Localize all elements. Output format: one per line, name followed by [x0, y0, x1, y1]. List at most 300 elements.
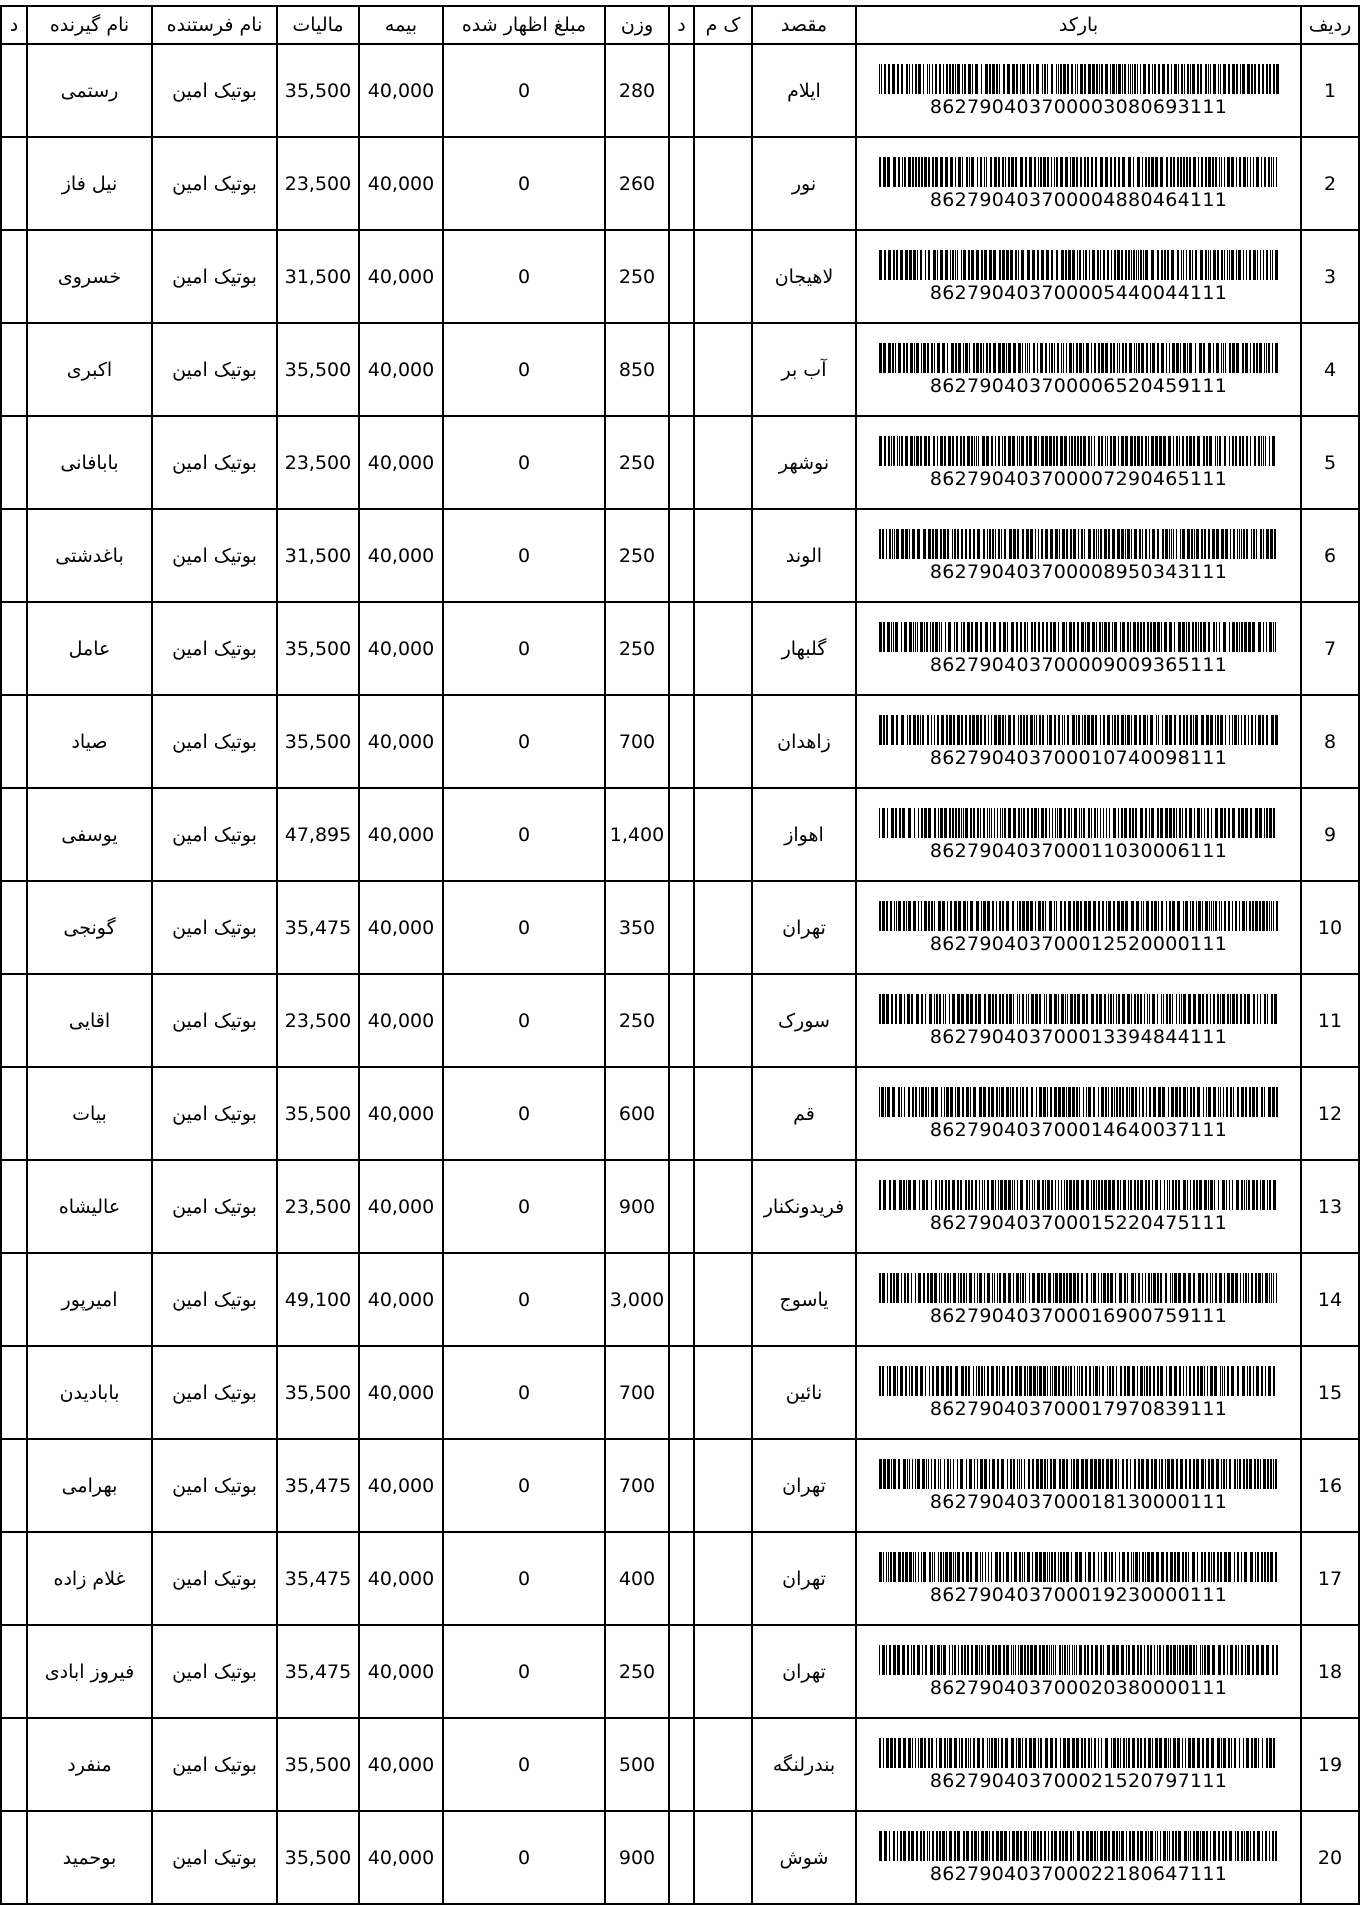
- declared-amount-cell: 0: [443, 1625, 605, 1718]
- barcode-bar: [987, 1273, 990, 1303]
- barcode-bar: [1214, 1180, 1215, 1210]
- barcode-bar: [1151, 901, 1153, 931]
- barcode-bar: [961, 808, 962, 838]
- barcode-bar: [1024, 1459, 1025, 1489]
- barcode-bar: [1212, 157, 1214, 187]
- barcode-bar: [985, 622, 988, 652]
- col-header-declared-amount: مبلغ اظهار شده: [443, 6, 605, 44]
- barcode-bar: [1116, 1087, 1118, 1117]
- barcode-bar: [1066, 1273, 1068, 1303]
- barcode-graphic: [879, 250, 1279, 280]
- barcode-bar: [961, 529, 963, 559]
- barcode-bar: [1003, 622, 1006, 652]
- sender-cell: بوتیک امین: [152, 416, 277, 509]
- barcode-bar: [949, 994, 950, 1024]
- barcode-bar: [977, 529, 980, 559]
- barcode-bar: [889, 1831, 890, 1861]
- barcode-bar: [1111, 1552, 1113, 1582]
- barcode-bar: [1209, 436, 1212, 466]
- barcode-bar: [992, 1459, 995, 1489]
- barcode-bar: [1243, 529, 1245, 559]
- barcode-bar: [913, 622, 914, 652]
- barcode-bar: [1140, 64, 1141, 94]
- barcode-bar: [1098, 1273, 1099, 1303]
- barcode-bar: [965, 343, 968, 373]
- receiver-cell: نیل فاز: [27, 137, 152, 230]
- barcode-bar: [1157, 1831, 1158, 1861]
- barcode-bar: [1258, 1273, 1261, 1303]
- barcode-bar: [1176, 1459, 1178, 1489]
- barcode-bar: [884, 1831, 887, 1861]
- barcode-bar: [1206, 1087, 1207, 1117]
- barcode-bar: [1079, 1552, 1082, 1582]
- barcode-bar: [924, 808, 927, 838]
- barcode-bar: [979, 1087, 982, 1117]
- barcode-bar: [1100, 157, 1103, 187]
- barcode-bar: [1013, 808, 1016, 838]
- km-cell: [694, 1160, 752, 1253]
- barcode-bar: [879, 901, 881, 931]
- barcode-bar: [1269, 808, 1272, 838]
- barcode-bar: [1038, 529, 1039, 559]
- barcode-bar: [1116, 64, 1117, 94]
- barcode-bar: [950, 901, 952, 931]
- declared-amount-cell: 0: [443, 1253, 605, 1346]
- barcode-bar: [1077, 994, 1080, 1024]
- barcode-bar: [899, 1180, 902, 1210]
- barcode-bar: [1161, 343, 1164, 373]
- barcode-bar: [1126, 1738, 1127, 1768]
- barcode-bar: [1215, 901, 1217, 931]
- barcode-bar: [899, 808, 901, 838]
- barcode-bar: [1138, 343, 1140, 373]
- barcode-bar: [1050, 1087, 1052, 1117]
- barcode-bar: [1161, 994, 1162, 1024]
- barcode-bar: [1072, 157, 1075, 187]
- destination-cell: تهران: [752, 1439, 856, 1532]
- weight-cell: 700: [605, 1439, 669, 1532]
- barcode-bar: [1098, 1552, 1099, 1582]
- barcode-bar: [1027, 343, 1028, 373]
- barcode-bar: [967, 436, 970, 466]
- barcode-bar: [1197, 64, 1199, 94]
- barcode-bar: [1012, 64, 1015, 94]
- barcode-bar: [941, 1087, 942, 1117]
- barcode-bar: [1035, 994, 1038, 1024]
- barcode-bar: [912, 1087, 914, 1117]
- receiver-cell: بوحمید: [27, 1811, 152, 1904]
- barcode-bar: [1121, 529, 1124, 559]
- barcode-bar: [1231, 157, 1234, 187]
- barcode-bar: [944, 1087, 945, 1117]
- barcode-bar: [948, 436, 951, 466]
- barcode-bar: [1088, 1087, 1091, 1117]
- barcode-bar: [960, 436, 962, 466]
- barcode-bar: [1096, 1180, 1097, 1210]
- barcode-bar: [1011, 157, 1014, 187]
- barcode-bar: [1047, 1180, 1050, 1210]
- barcode-bar: [1031, 994, 1034, 1024]
- barcode-bar: [1080, 901, 1082, 931]
- barcode-bar: [1255, 1273, 1257, 1303]
- tax-cell: 31,500: [277, 509, 359, 602]
- barcode-bar: [1169, 994, 1171, 1024]
- barcode-bar: [1003, 64, 1005, 94]
- barcode-bar: [883, 1180, 886, 1210]
- barcode-bar: [983, 901, 986, 931]
- barcode-bar: [1094, 1459, 1097, 1489]
- barcode-bar: [942, 1831, 945, 1861]
- barcode-bar: [1257, 1552, 1259, 1582]
- barcode-bar: [1251, 1738, 1253, 1768]
- barcode-bar: [1142, 1552, 1144, 1582]
- barcode-bar: [954, 901, 957, 931]
- barcode-bar: [1122, 64, 1123, 94]
- barcode-bar: [1079, 808, 1080, 838]
- destination-cell: الوند: [752, 509, 856, 602]
- barcode-cell: [856, 881, 1301, 974]
- barcode-bar: [1089, 1366, 1091, 1396]
- barcode-bar: [893, 1831, 895, 1861]
- barcode-bar: [1091, 1738, 1092, 1768]
- barcode-bar: [1169, 622, 1172, 652]
- barcode-bar: [991, 436, 993, 466]
- barcode-bar: [928, 157, 930, 187]
- barcode-bar: [927, 64, 928, 94]
- barcode-bar: [1017, 529, 1019, 559]
- barcode-bar: [893, 250, 895, 280]
- barcode-bar: [910, 436, 913, 466]
- barcode-bar: [1270, 1552, 1273, 1582]
- barcode-bar: [1131, 715, 1132, 745]
- barcode-cell: [856, 1160, 1301, 1253]
- barcode-bar: [1071, 1552, 1072, 1582]
- barcode-bar: [916, 994, 919, 1024]
- barcode-bar: [1202, 1831, 1205, 1861]
- barcode-bar: [1164, 622, 1167, 652]
- barcode-bar: [1017, 1459, 1018, 1489]
- barcode-bar: [912, 529, 915, 559]
- tax-cell: 23,500: [277, 1160, 359, 1253]
- barcode-bar: [949, 1831, 952, 1861]
- barcode-bar: [1126, 1831, 1127, 1861]
- barcode-bar: [947, 1459, 949, 1489]
- barcode-bar: [902, 1552, 904, 1582]
- barcode-bar: [965, 808, 968, 838]
- barcode-bar: [883, 343, 886, 373]
- barcode-bar: [1168, 1087, 1169, 1117]
- barcode-bar: [1142, 1273, 1143, 1303]
- barcode-bar: [1134, 64, 1136, 94]
- barcode-bar: [955, 1087, 956, 1117]
- barcode-bar: [1261, 1552, 1263, 1582]
- barcode-bar: [1174, 622, 1175, 652]
- barcode-bar: [886, 715, 888, 745]
- barcode-bar: [1014, 1552, 1017, 1582]
- barcode-bar: [1257, 250, 1258, 280]
- barcode-bar: [981, 1831, 984, 1861]
- tax-cell: 35,475: [277, 1532, 359, 1625]
- barcode-bar: [915, 1366, 918, 1396]
- barcode-bar: [1225, 529, 1228, 559]
- barcode-bar: [1002, 994, 1004, 1024]
- barcode-bar: [934, 901, 935, 931]
- barcode-bar: [1135, 808, 1137, 838]
- barcode-bar: [1038, 901, 1041, 931]
- barcode-bar: [1257, 994, 1258, 1024]
- barcode-bar: [994, 1738, 997, 1768]
- barcode-bar: [1000, 1831, 1003, 1861]
- barcode-bar: [1190, 901, 1191, 931]
- barcode-bar: [1251, 529, 1252, 559]
- barcode-bar: [1052, 808, 1053, 838]
- barcode-bar: [1146, 343, 1148, 373]
- barcode-bar: [1248, 1273, 1249, 1303]
- extra-cell: [1, 44, 27, 137]
- barcode-bar: [918, 1552, 919, 1582]
- row-number-cell: 9: [1301, 788, 1359, 881]
- barcode-cell: [856, 1718, 1301, 1811]
- barcode-bar: [893, 1552, 896, 1582]
- barcode-bar: [1178, 1831, 1181, 1861]
- barcode-bar: [1104, 1552, 1107, 1582]
- barcode-bar: [1228, 64, 1230, 94]
- barcode-bar: [981, 250, 983, 280]
- barcode-bar: [1220, 64, 1221, 94]
- barcode-bar: [1194, 529, 1195, 559]
- barcode-bar: [1070, 529, 1072, 559]
- barcode-bar: [1243, 250, 1244, 280]
- tax-cell: 35,475: [277, 1439, 359, 1532]
- barcode-bar: [1220, 1087, 1221, 1117]
- weight-cell: 250: [605, 974, 669, 1067]
- barcode-bar: [1215, 157, 1217, 187]
- barcode-bar: [938, 808, 939, 838]
- barcode-bar: [1093, 1180, 1095, 1210]
- barcode-bar: [1271, 901, 1272, 931]
- barcode-bar: [1069, 622, 1072, 652]
- barcode-bar: [1255, 901, 1258, 931]
- d-cell: [669, 1160, 694, 1253]
- barcode-bar: [900, 1831, 902, 1861]
- barcode-bar: [1152, 529, 1155, 559]
- barcode-bar: [1166, 343, 1167, 373]
- weight-cell: 700: [605, 1346, 669, 1439]
- barcode-bar: [1192, 64, 1195, 94]
- barcode-bar: [1202, 1738, 1204, 1768]
- barcode-bar: [961, 1366, 964, 1396]
- barcode-bar: [1152, 343, 1155, 373]
- declared-amount-cell: 0: [443, 695, 605, 788]
- barcode-bar: [984, 1180, 985, 1210]
- barcode-bar: [1210, 1180, 1213, 1210]
- barcode-bar: [1272, 343, 1273, 373]
- barcode-bar: [1068, 1366, 1069, 1396]
- barcode-bar: [1153, 1273, 1156, 1303]
- insurance-cell: 40,000: [359, 416, 443, 509]
- barcode-cell: [856, 602, 1301, 695]
- barcode-bar: [1184, 64, 1185, 94]
- barcode-bar: [1040, 343, 1043, 373]
- extra-cell: [1, 1253, 27, 1346]
- table-row: [1, 1625, 1359, 1718]
- barcode-bar: [958, 343, 961, 373]
- barcode-bar: [1148, 436, 1149, 466]
- barcode-bar: [1248, 622, 1251, 652]
- barcode-bar: [1112, 1180, 1115, 1210]
- barcode-bar: [998, 529, 1000, 559]
- barcode-bar: [1085, 250, 1087, 280]
- barcode-bar: [1224, 1273, 1225, 1303]
- barcode-bar: [1019, 1459, 1020, 1489]
- barcode-bar: [1105, 343, 1108, 373]
- barcode-bar: [971, 1831, 973, 1861]
- barcode-bar: [1022, 529, 1024, 559]
- barcode-bar: [1078, 715, 1080, 745]
- barcode-bar: [920, 1366, 923, 1396]
- barcode-bar: [931, 343, 933, 373]
- barcode-bar: [1246, 436, 1248, 466]
- barcode-bar: [1235, 901, 1237, 931]
- barcode-bar: [1081, 1366, 1083, 1396]
- barcode-bar: [1245, 808, 1248, 838]
- barcode-graphic: [879, 1087, 1279, 1117]
- barcode-bar: [921, 994, 923, 1024]
- barcode-bar: [1251, 715, 1253, 745]
- barcode-bar: [1113, 994, 1114, 1024]
- barcode-bar: [1088, 64, 1091, 94]
- barcode-bar: [1266, 1738, 1268, 1768]
- barcode-bar: [1139, 1552, 1140, 1582]
- barcode-bar: [1193, 1831, 1195, 1861]
- barcode-bar: [1047, 715, 1048, 745]
- barcode-bar: [1145, 436, 1147, 466]
- barcode-bar: [1189, 1366, 1191, 1396]
- barcode-bar: [1275, 250, 1278, 280]
- barcode-bar: [1252, 622, 1255, 652]
- barcode-bar: [909, 1459, 910, 1489]
- barcode-bar: [1012, 436, 1015, 466]
- barcode-bar: [1097, 1831, 1098, 1861]
- barcode-bar: [1107, 1645, 1110, 1675]
- table-row: [1, 602, 1359, 695]
- barcode-bar: [1165, 1273, 1167, 1303]
- barcode-bar: [978, 1366, 980, 1396]
- barcode-bar: [977, 808, 979, 838]
- barcode-bar: [959, 1738, 960, 1768]
- barcode-bar: [991, 1180, 994, 1210]
- barcode-bar: [947, 1738, 948, 1768]
- barcode-bar: [1240, 64, 1241, 94]
- destination-cell: گلبهار: [752, 602, 856, 695]
- barcode-bar: [1063, 1273, 1065, 1303]
- barcode-bar: [995, 1180, 996, 1210]
- barcode-bar: [1169, 808, 1172, 838]
- barcode-bar: [954, 1645, 956, 1675]
- barcode-bar: [1201, 529, 1203, 559]
- barcode-bar: [1213, 622, 1215, 652]
- barcode-bar: [918, 1738, 919, 1768]
- barcode-bar: [923, 1273, 925, 1303]
- barcode-bar: [928, 808, 931, 838]
- barcode-bar: [1020, 1273, 1021, 1303]
- barcode-bar: [1008, 157, 1010, 187]
- barcode-bar: [1143, 64, 1146, 94]
- barcode-bar: [944, 1273, 946, 1303]
- barcode-bar: [1155, 1831, 1156, 1861]
- receiver-cell: اکبری: [27, 323, 152, 416]
- barcode-bar: [1172, 1180, 1174, 1210]
- barcode-bar: [942, 343, 945, 373]
- barcode-bar: [1167, 64, 1169, 94]
- barcode-bar: [1078, 529, 1079, 559]
- barcode-bar: [957, 994, 960, 1024]
- barcode-bar: [1051, 64, 1053, 94]
- barcode-bar: [955, 1552, 956, 1582]
- barcode-bar: [1256, 157, 1259, 187]
- barcode-bar: [949, 1738, 952, 1768]
- barcode-bar: [1196, 1459, 1199, 1489]
- barcode-bar: [987, 529, 988, 559]
- barcode-bar: [1032, 1459, 1034, 1489]
- barcode-bar: [911, 1645, 912, 1675]
- barcode-bar: [1020, 1087, 1021, 1117]
- barcode-bar: [1185, 1552, 1187, 1582]
- barcode-bar: [912, 157, 914, 187]
- barcode-bar: [1272, 1087, 1275, 1117]
- barcode-bar: [966, 1831, 969, 1861]
- barcode-bar: [1128, 1180, 1129, 1210]
- barcode-bar: [1076, 715, 1077, 745]
- barcode-bar: [1113, 808, 1116, 838]
- barcode-bar: [1085, 622, 1086, 652]
- barcode-bar: [1185, 1459, 1187, 1489]
- barcode-bar: [1067, 1738, 1070, 1768]
- barcode-bar: [1194, 808, 1195, 838]
- barcode-bar: [902, 1645, 905, 1675]
- barcode-bar: [1193, 157, 1196, 187]
- barcode-bar: [1272, 436, 1275, 466]
- barcode-bar: [969, 157, 970, 187]
- d-cell: [669, 44, 694, 137]
- barcode-bar: [1188, 1552, 1189, 1582]
- barcode-bar: [1073, 1831, 1074, 1861]
- barcode-bar: [922, 1459, 925, 1489]
- barcode-bar: [1234, 1459, 1236, 1489]
- barcode-bar: [1053, 1645, 1054, 1675]
- barcode-bar: [1170, 1552, 1173, 1582]
- barcode-bar: [1006, 343, 1007, 373]
- sender-cell: بوتیک امین: [152, 1718, 277, 1811]
- barcode-bar: [1090, 1831, 1093, 1861]
- barcode-bar: [1137, 64, 1138, 94]
- barcode-bar: [1059, 529, 1060, 559]
- barcode-bar: [1181, 64, 1183, 94]
- barcode-bar: [1215, 715, 1216, 745]
- barcode-bar: [893, 1645, 896, 1675]
- barcode-bar: [1146, 1366, 1148, 1396]
- barcode-bar: [1121, 250, 1123, 280]
- barcode-bar: [1273, 64, 1275, 94]
- barcode-bar: [1054, 901, 1055, 931]
- barcode-bar: [1077, 64, 1078, 94]
- barcode-bar: [1187, 1087, 1188, 1117]
- barcode-bar: [1002, 715, 1004, 745]
- barcode-bar: [1151, 1459, 1153, 1489]
- destination-cell: قم: [752, 1067, 856, 1160]
- barcode-bar: [986, 343, 988, 373]
- barcode-bar: [979, 1180, 980, 1210]
